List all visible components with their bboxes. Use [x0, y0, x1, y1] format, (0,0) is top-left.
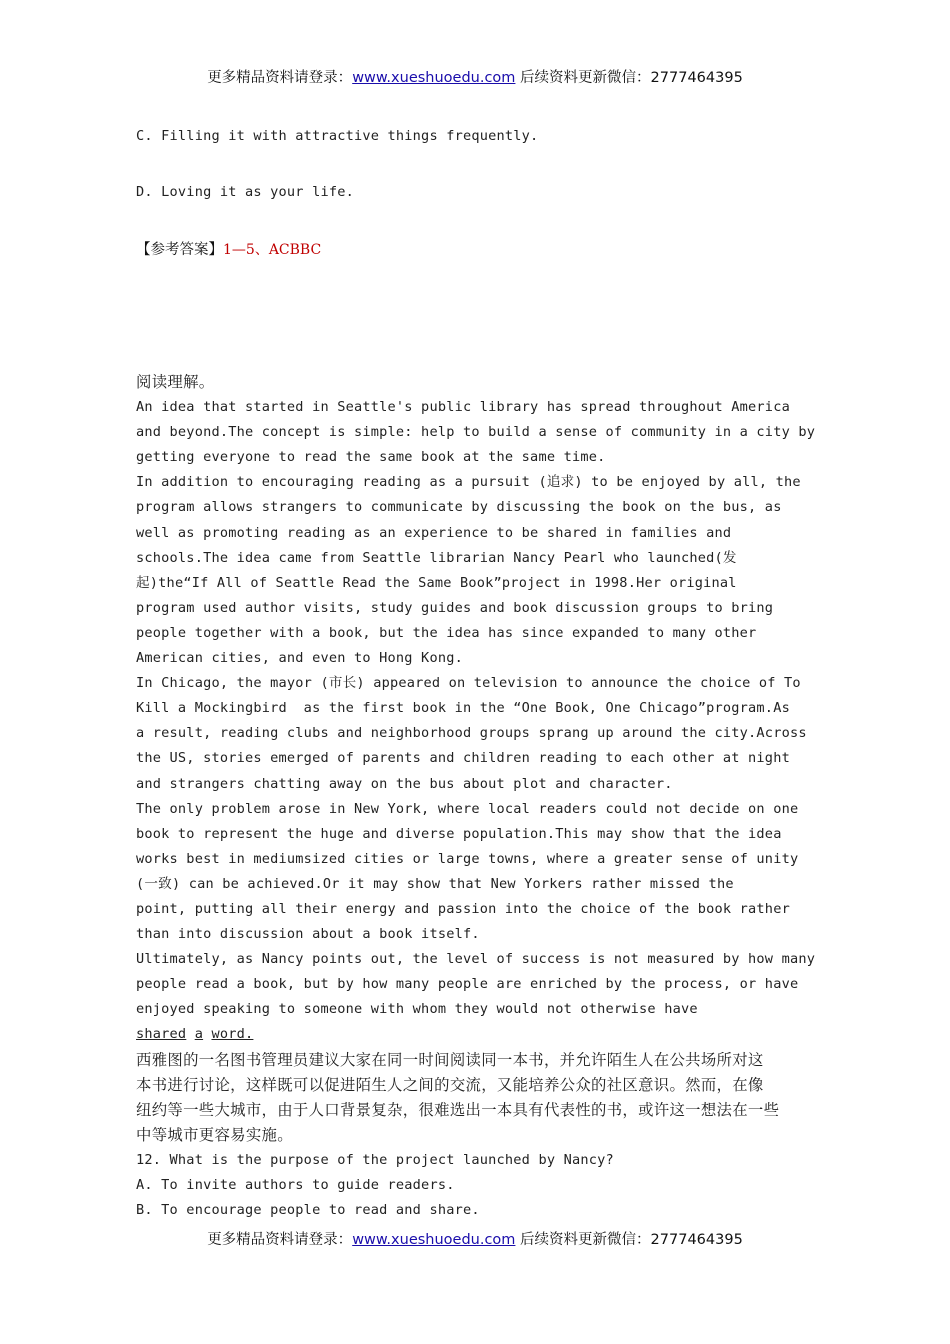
question-12: 12. What is the purpose of the project launched by Nancy? [136, 1151, 614, 1168]
question-option-a: A. To invite authors to guide readers. [136, 1177, 455, 1193]
page-footer [0, 1228, 950, 1249]
passage-line: people read a book, but by how many people are enriched by the process, or have [136, 976, 799, 993]
header-site-link[interactable]: www.xueshuoedu.com [352, 70, 516, 86]
reading-passage [136, 370, 836, 1223]
header-prefix: 更多精品资料请登录： [207, 70, 353, 86]
passage-line: schools.The idea came from Seattle librarian Nancy Pearl who launched(发 [136, 549, 737, 566]
option-c: C. Filling it with attractive things frequently. [136, 128, 539, 144]
header-suffix: 后续资料更新微信：2777464395 [515, 70, 743, 86]
passage-line: well as promoting reading as an experience to be shared in families and [136, 524, 732, 541]
passage-line: and beyond.The concept is simple: help to build a sense of community in a city by [136, 424, 816, 441]
passage-line: enjoyed speaking to someone with whom they would not otherwise have [136, 1001, 698, 1018]
underlined-word: a [194, 1026, 204, 1043]
answer-key [136, 238, 321, 259]
passage-line: point, putting all their energy and passion into the choice of the book rather [136, 900, 790, 917]
answer-value: 1—5、ACBBC [223, 242, 322, 258]
option-d: D. Loving it as your life. [136, 184, 354, 200]
passage-line: American cities, and even to Hong Kong. [136, 650, 463, 667]
footer-site-link[interactable]: www.xueshuoedu.com [352, 1232, 516, 1248]
passage-title: 阅读理解。 [136, 373, 215, 391]
underlined-phrase [136, 1022, 836, 1047]
passage-line: An idea that started in Seattle's public library has spread throughout America [136, 399, 790, 416]
passage-line: than into discussion about a book itself. [136, 926, 480, 943]
passage-line: people together with a book, but the idea has since expanded to many other [136, 624, 757, 641]
passage-line: 起)the“If All of Seattle Read the Same Book”project in 1998.Her original [136, 574, 737, 591]
answer-label: 【参考答案】 [136, 242, 223, 258]
passage-line: The only problem arose in New York, where local readers could not decide on one [136, 800, 799, 817]
page-header [0, 66, 950, 87]
passage-line: In addition to encouraging reading as a pursuit (追求) to be enjoyed by all, the [136, 474, 801, 491]
passage-line: Kill a Mockingbird as the first book in the “One Book, One Chicago”program.As [136, 700, 790, 717]
passage-line: Ultimately, as Nancy points out, the level of success is not measured by how many [136, 951, 816, 968]
question-option-b: B. To encourage people to read and share. [136, 1202, 480, 1219]
passage-line: and strangers chatting away on the bus about plot and character. [136, 775, 673, 792]
footer-suffix: 后续资料更新微信：2777464395 [515, 1232, 743, 1248]
passage-line: (一致) can be achieved.Or it may show that New Yorkers rather missed the [136, 875, 734, 892]
chinese-summary-line: 纽约等一些大城市，由于人口背景复杂，很难选出一本具有代表性的书，或许这一想法在一些 [136, 1100, 780, 1119]
underlined-word: word. [211, 1026, 254, 1043]
chinese-summary-line: 中等城市更容易实施。 [136, 1125, 293, 1144]
chinese-summary-line: 本书进行讨论，这样既可以促进陌生人之间的交流，又能培养公众的社区意识。然而，在像 [136, 1075, 764, 1094]
passage-line: the US, stories emerged of parents and children reading to each other at night [136, 750, 790, 767]
passage-line: book to represent the huge and diverse population.This may show that the idea [136, 825, 782, 842]
passage-line: works best in mediumsized cities or large towns, where a greater sense of unity [136, 850, 799, 867]
passage-line: program used author visits, study guides and book discussion groups to bring [136, 599, 774, 616]
passage-line: a result, reading clubs and neighborhood groups sprang up around the city.Across [136, 725, 807, 742]
passage-line: program allows strangers to communicate by discussing the book on the bus, as [136, 499, 782, 516]
chinese-summary-line: 西雅图的一名图书管理员建议大家在同一时间阅读同一本书，并允许陌生人在公共场所对这 [136, 1050, 764, 1069]
underlined-word: shared [136, 1026, 187, 1043]
footer-prefix: 更多精品资料请登录： [207, 1232, 353, 1248]
passage-line: getting everyone to read the same book at the same time. [136, 449, 606, 466]
passage-line: In Chicago, the mayor (市长) appeared on television to announce the choice of To [136, 675, 801, 692]
